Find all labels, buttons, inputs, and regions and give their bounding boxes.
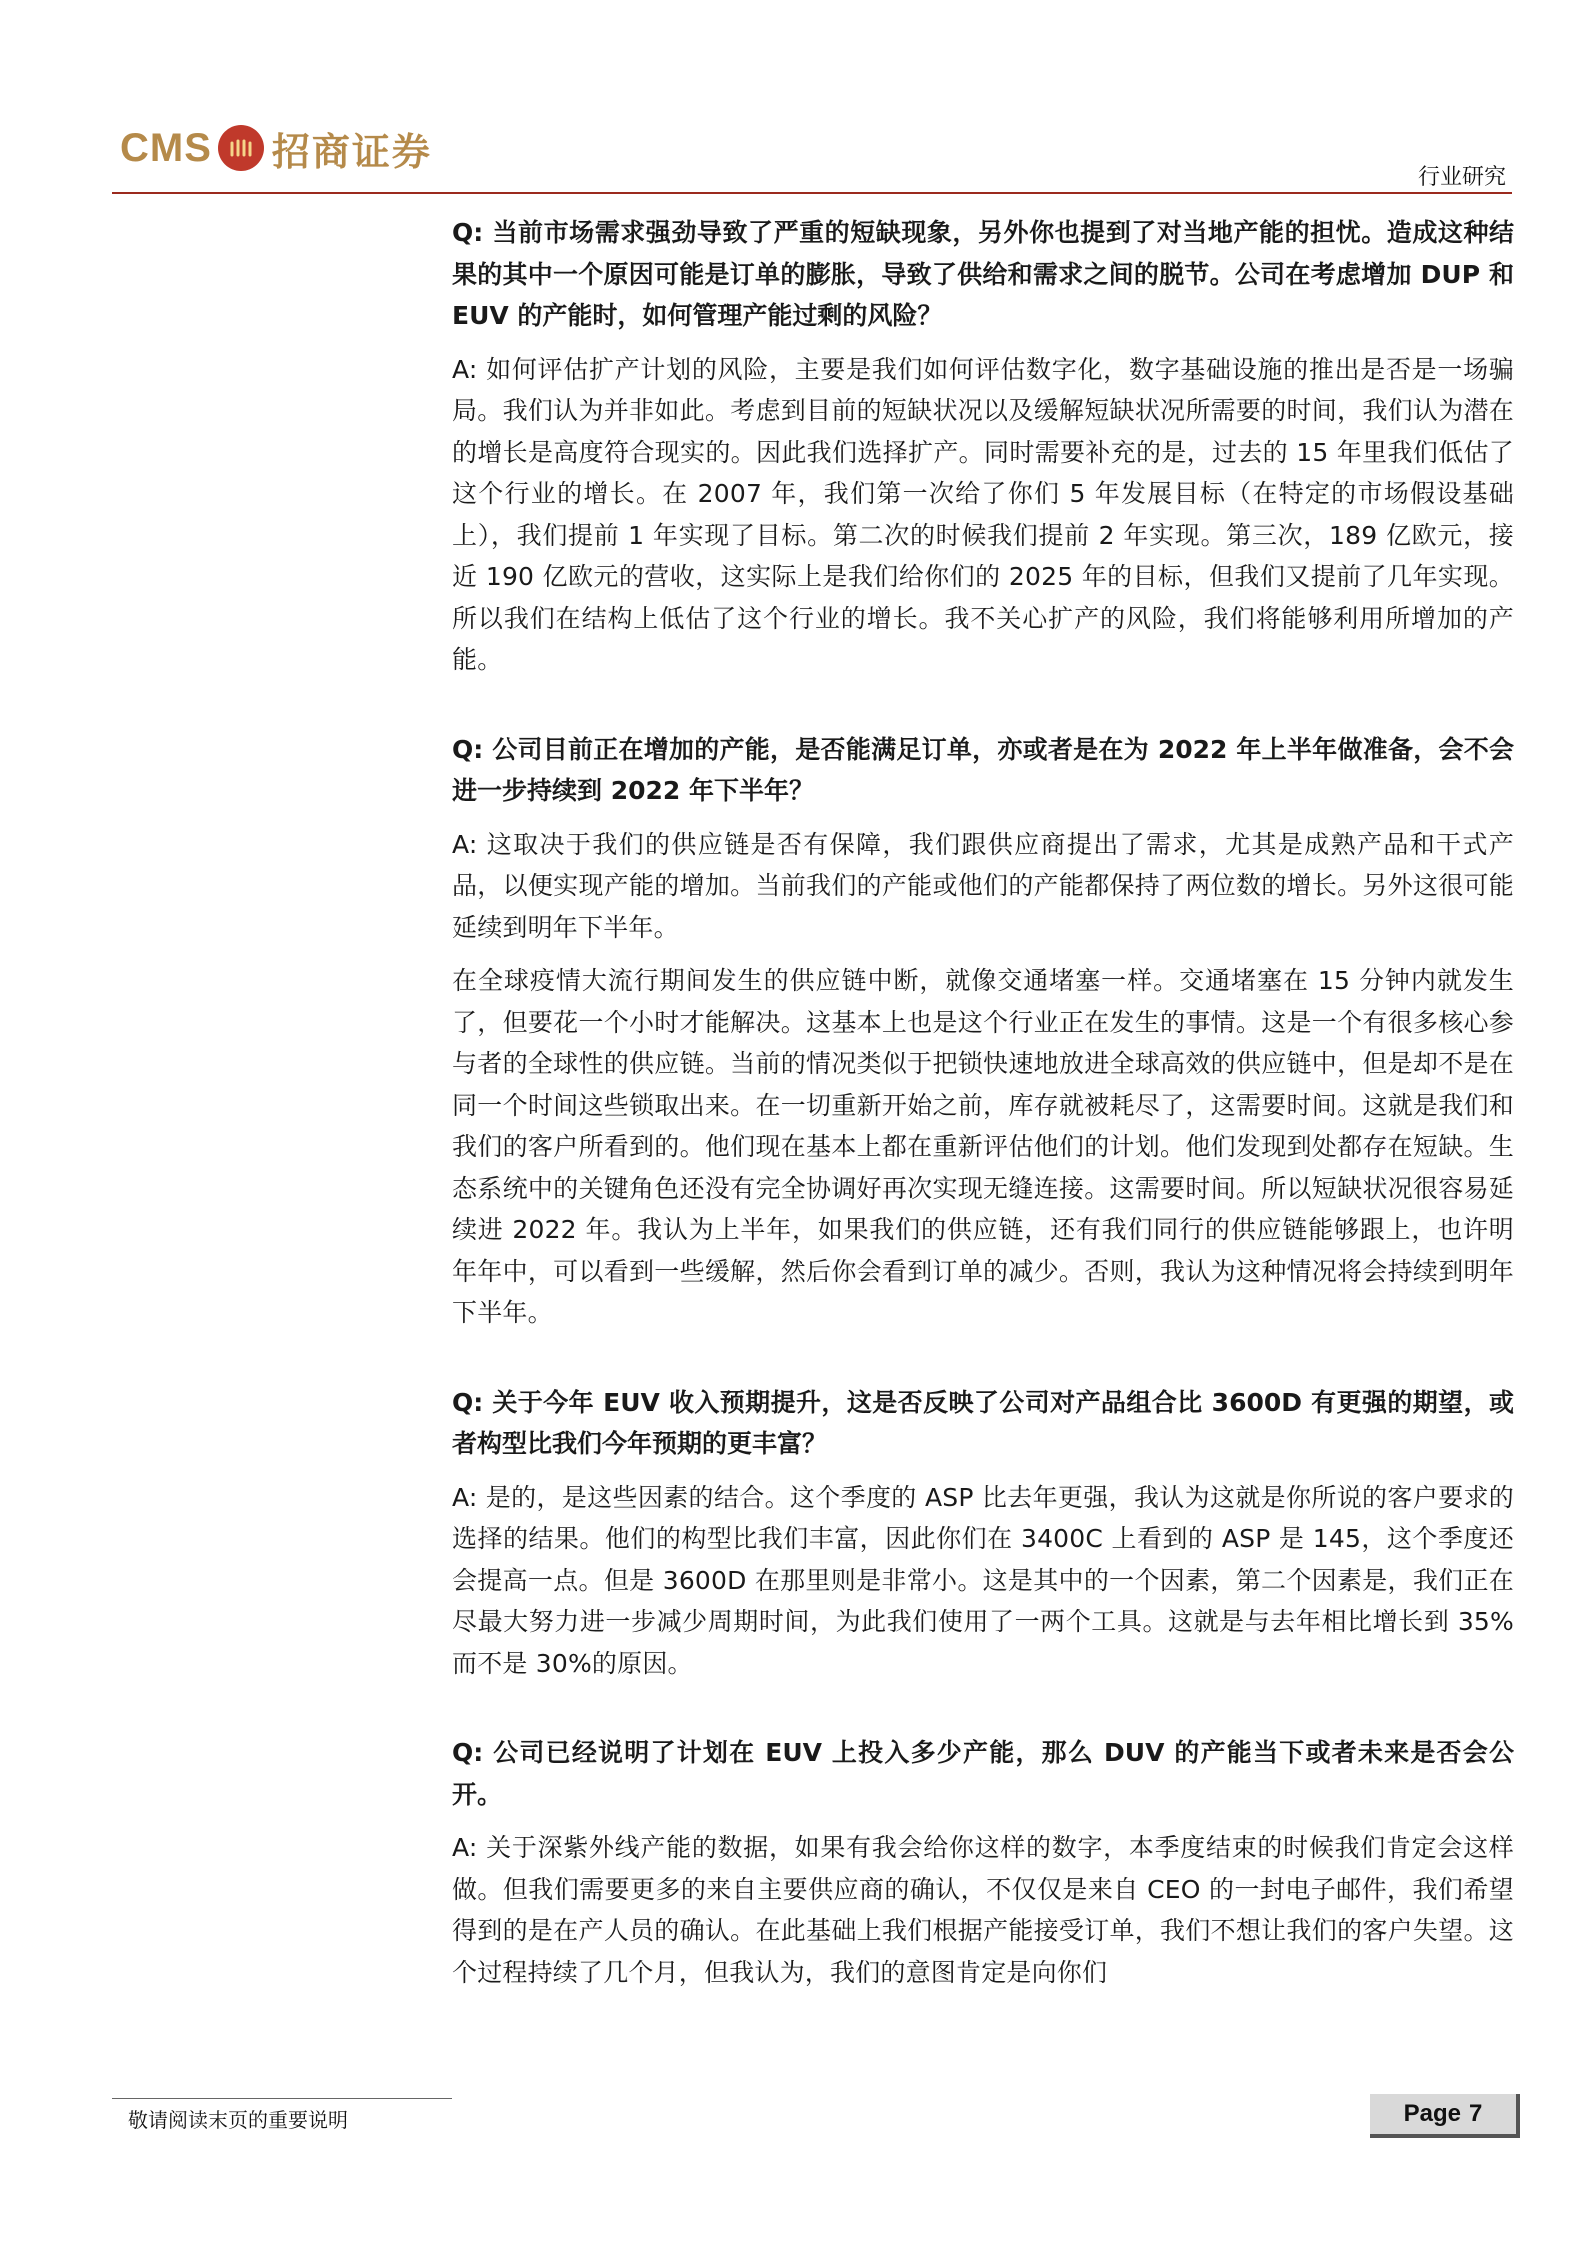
qa-block <box>452 1382 1514 1685</box>
qa-block <box>452 729 1514 1334</box>
qa-block <box>452 212 1514 681</box>
document-body <box>452 212 1514 2005</box>
logo-cms-text: CMS <box>120 125 212 170</box>
footer-divider <box>112 2098 452 2099</box>
answer-paragraph: A: 关于深紫外线产能的数据，如果有我会给你这样的数字，本季度结束的时候我们肯定会这样做。但我们需要更多的来自主要供应商的确认，不仅仅是来自 CEO 的一封电子邮件，我们希望得到的是在产人员的确认。在此基础上我们根据产能接受订单，我们不想让我们的客户失望。这个过程持续了几个月，但我认为，我们的意图肯定是向你们 <box>452 1833 1514 1987</box>
page-label: Page <box>1403 2100 1461 2127</box>
answer-paragraph: A: 是的，是这些因素的结合。这个季度的 ASP 比去年更强，我认为这就是你所说的客户要求的选择的结果。他们的构型比我们丰富，因此你们在 3400C 上看到的 ASP 是 145，这个季度还会提高一点。但是 3600D 在那里则是非常小。这是其中的一个因素，第二个因素是，我们正在尽最大努力进一步减少周期时间，为此我们使用了一两个工具。这就是与去年相比增长到 35%而不是 30%的原因。 <box>452 1482 1514 1678</box>
question: Q: 关于今年 EUV 收入预期提升，这是否反映了公司对产品组合比 3600D 有更强的期望，或者构型比我们今年预期的更丰富？ <box>452 1387 1514 1458</box>
logo-cn-text: 招商证券 <box>271 128 432 174</box>
spacer <box>452 1346 1514 1382</box>
question: Q: 公司目前正在增加的产能，是否能满足订单，亦或者是在为 2022 年上半年做准备，会不会进一步持续到 2022 年下半年？ <box>452 734 1514 805</box>
section-tag: 行业研究 <box>1417 165 1506 190</box>
page-number: 7 <box>1469 2100 1483 2127</box>
question: Q: 当前市场需求强劲导致了严重的短缺现象，另外你也提到了对当地产能的担忧。造成这种结果的其中一个原因可能是订单的膨胀，导致了供给和需求之间的脱节。公司在考虑增加 DUP 和 EUV 的产能时，如何管理产能过剩的风险？ <box>452 218 1514 330</box>
company-logo <box>120 118 432 178</box>
header-divider <box>112 192 1512 194</box>
qa-block <box>452 1732 1514 1993</box>
logo-emblem-icon <box>218 125 264 171</box>
footer-disclaimer-note: 敬请阅读末页的重要说明 <box>128 2108 348 2132</box>
question: Q: 公司已经说明了计划在 EUV 上投入多少产能，那么 DUV 的产能当下或者未来是否会公开。 <box>452 1738 1514 1809</box>
page-number-badge <box>1370 2094 1520 2138</box>
spacer <box>452 693 1514 729</box>
answer-paragraph: A: 如何评估扩产计划的风险，主要是我们如何评估数字化，数字基础设施的推出是否是一场骗局。我们认为并非如此。考虑到目前的短缺状况以及缓解短缺状况所需要的时间，我们认为潜在的增长是高度符合现实的。因此我们选择扩产。同时需要补充的是，过去的 15 年里我们低估了这个行业的增长。在 2007 年，我们第一次给了你们 5 年发展目标（在特定的市场假设基础上），我们提前 1 年实现了目标。第二次的时候我们提前 2 年实现。第三次，189 亿欧元，接近 190 亿欧元的营收，这实际上是我们给你们的 2025 年的目标，但我们又提前了几年实现。所以我们在结构上低估了这个行业的增长。我不关心扩产的风险，我们将能够利用所增加的产能。 <box>452 354 1514 674</box>
answer-paragraph: 在全球疫情大流行期间发生的供应链中断，就像交通堵塞一样。交通堵塞在 15 分钟内就发生了，但要花一个小时才能解决。这基本上也是这个行业正在发生的事情。这是一个有很多核心参与者的全球性的供应链。当前的情况类似于把锁快速地放进全球高效的供应链中，但是却不是在同一个时间这些锁取出来。在一切重新开始之前，库存就被耗尽了，这需要时间。这就是我们和我们的客户所看到的。他们现在基本上都在重新评估他们的计划。他们发现到处都存在短缺。生态系统中的关键角色还没有完全协调好再次实现无缝连接。这需要时间。所以短缺状况很容易延续进 2022 年。我认为上半年，如果我们的供应链，还有我们同行的供应链能够跟上，也许明年年中，可以看到一些缓解，然后你会看到订单的减少。否则，我认为这种情况将会持续到明年下半年。 <box>452 966 1514 1327</box>
spacer <box>452 1696 1514 1732</box>
answer-paragraph: A: 这取决于我们的供应链是否有保障，我们跟供应商提出了需求，尤其是成熟产品和干式产品，以便实现产能的增加。当前我们的产能或他们的产能都保持了两位数的增长。另外这很可能延续到明年下半年。 <box>452 829 1514 942</box>
